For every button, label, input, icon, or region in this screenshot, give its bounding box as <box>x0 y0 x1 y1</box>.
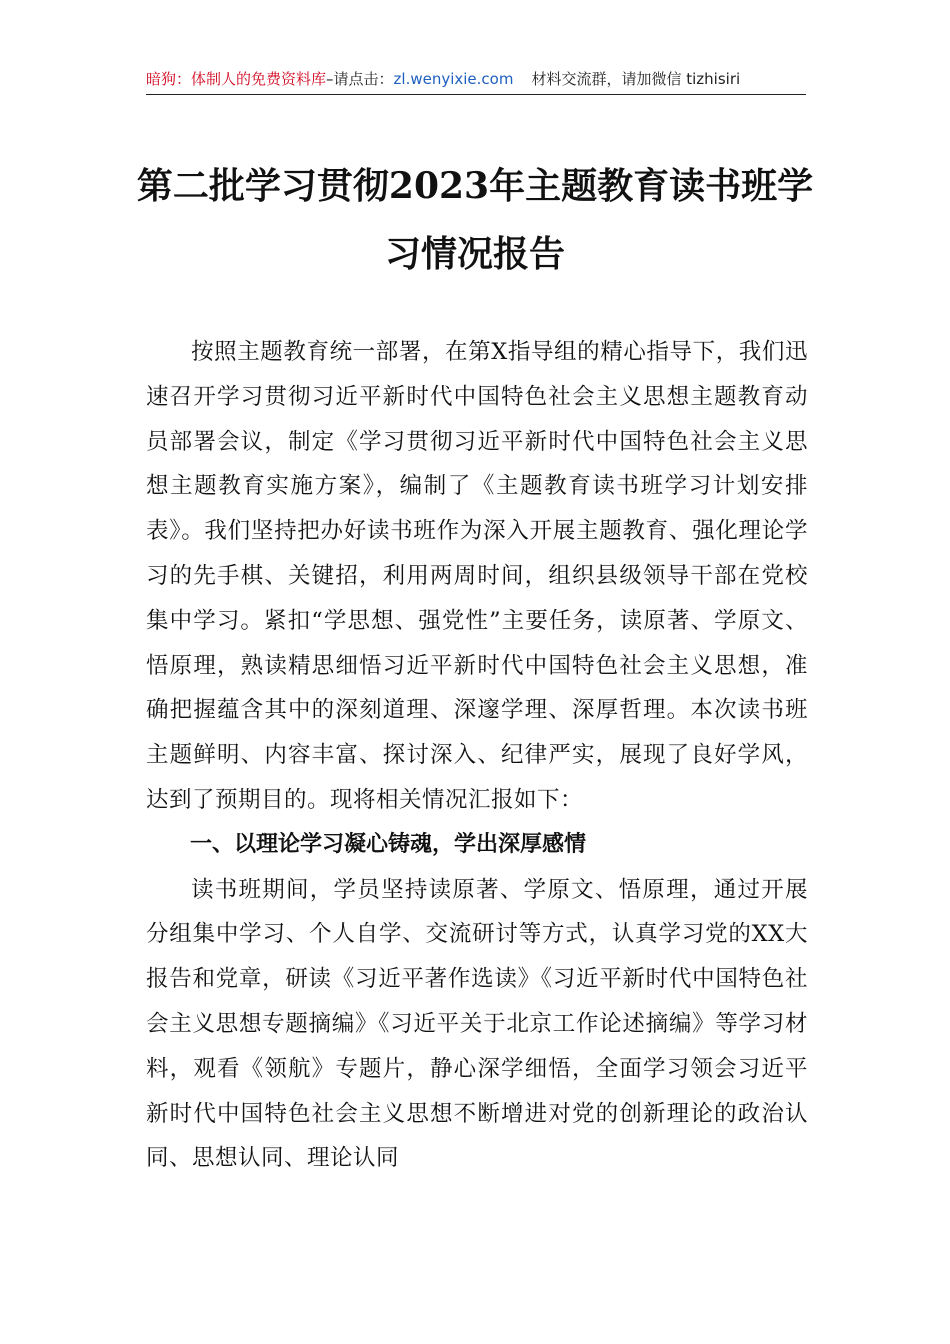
header-url-link[interactable]: zl.wenyixie.com <box>393 70 514 88</box>
header-wechat-note: 材料交流群，请加微信 tizhisiri <box>531 70 741 88</box>
section-heading: 一、以理论学习凝心铸魂，学出深厚感情 <box>190 831 587 857</box>
document-title: 第二批学习贯彻2023年主题教育读书班学习情况报告 <box>136 165 814 275</box>
header-click-prompt: –请点击： <box>326 70 394 88</box>
intro-paragraph: 按照主题教育统一部署，在第X指导组的精心指导下，我们迅速召开学习贯彻习近平新时代中国特色社会主义思想主题教育动员部署会议，制定《学习贯彻习近平新时代中国特色社会主义思想主题教育实施方案》，编制了《主题教育读书班学习计划安排表》。我们坚持把办好读书班作为深入开展主题教育、强化理论学习的先手棋、关键招，利用两周时间，组织县级领导干部在党校集中学习。紧扣“学思想、强党性”主要任务，读原著、学原文、悟原理，熟读精思细悟习近平新时代中国特色社会主义思想，准确把握蕴含其中的深刻道理、深邃学理、深厚哲理。本次读书班主题鲜明、内容丰富、探讨深入、纪律严实，展现了良好学风，达到了预期目的。现将相关情况汇报如下： <box>146 339 808 813</box>
document-body <box>146 330 808 1181</box>
page-header <box>146 66 806 95</box>
header-brand: 暗狗：体制人的免费资料库 <box>146 70 327 88</box>
section-paragraph: 读书班期间，学员坚持读原著、学原文、悟原理，通过开展分组集中学习、个人自学、交流研讨等方式，认真学习党的XX大报告和党章，研读《习近平著作选读》《习近平新时代中国特色社会主义思想专题摘编》《习近平关于北京工作论述摘编》等学习材料，观看《领航》专题片，静心深学细悟，全面学习领会习近平新时代中国特色社会主义思想不断增进对党的创新理论的政治认同、思想认同、理论认同 <box>146 876 808 1172</box>
